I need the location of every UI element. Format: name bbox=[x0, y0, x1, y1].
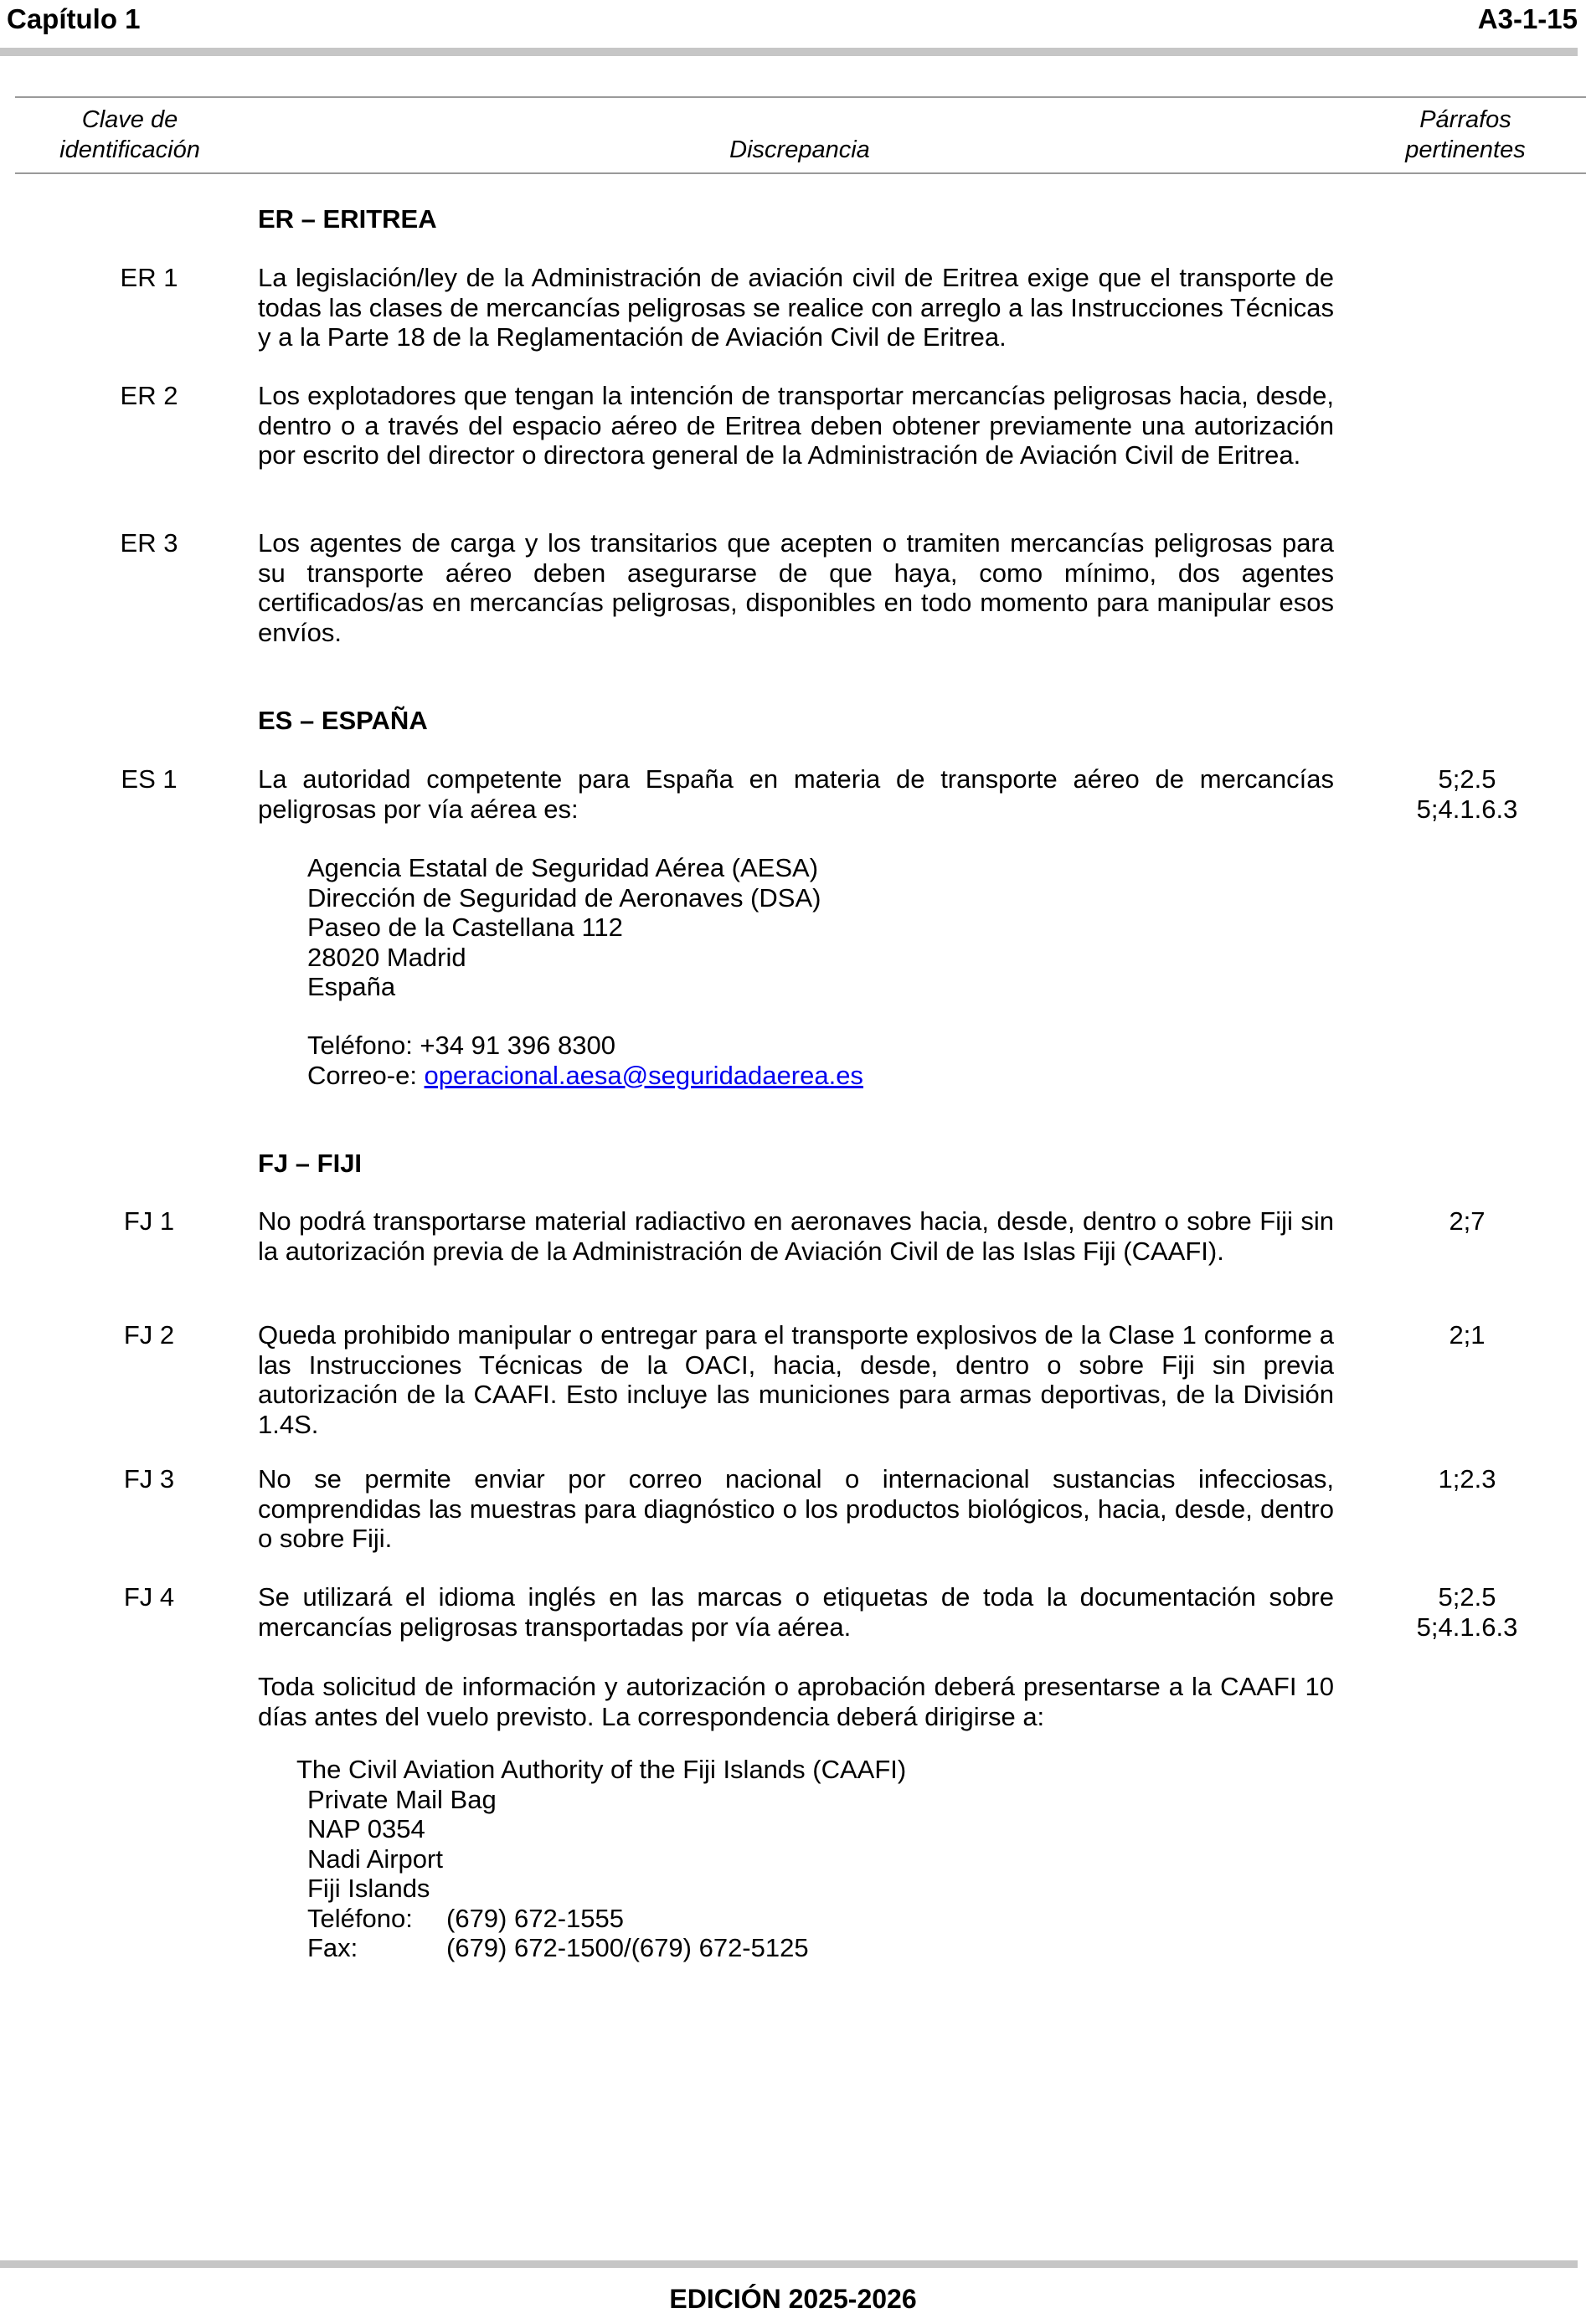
entry-key-er2: ER 2 bbox=[120, 381, 178, 410]
fiji-correspondence-text: Toda solicitud de información y autorización o aprobación deberá presentarse a la CAAFI 10 días antes del vuelo previsto. La correspondencia deberá dirigirse a: bbox=[258, 1672, 1334, 1731]
entry-paragraphs-fj4: 5;2.5 5;4.1.6.3 bbox=[1416, 1582, 1518, 1642]
entry-key-fj4: FJ 4 bbox=[123, 1582, 175, 1612]
entry-key-fj2: FJ 2 bbox=[123, 1320, 175, 1350]
column-header-discrepancy: Discrepancia bbox=[729, 136, 870, 163]
entry-key-fj3: FJ 3 bbox=[123, 1464, 175, 1494]
spain-authority-address: Agencia Estatal de Seguridad Aérea (AESA) Dirección de Seguridad de Aeronaves (DSA) Paseo de la Castellana 112 28020 Madrid España bbox=[307, 853, 821, 1001]
spain-authority-contact bbox=[307, 1031, 863, 1090]
column-header-paragraphs: Párrafos pertinentes bbox=[1405, 106, 1526, 163]
fiji-fax: Fax: (679) 672-1500/(679) 672-5125 bbox=[307, 1933, 809, 1962]
entry-text-er1: La legislación/ley de la Administración de aviación civil de Eritrea exige que el transporte de todas las clases de mercancías peligrosas se realice con arreglo a las Instrucciones Técnicas y a la Parte 18 de la Reglamentación de Aviación Civil de Eritrea. bbox=[258, 263, 1334, 352]
spain-email-line: Correo-e: operacional.aesa@seguridadaerea.es bbox=[307, 1060, 863, 1090]
spain-phone: Teléfono: +34 91 396 8300 bbox=[307, 1031, 616, 1060]
header-rule bbox=[0, 48, 1578, 56]
entry-paragraphs-fj3: 1;2.3 bbox=[1438, 1464, 1496, 1494]
entry-key-fj1: FJ 1 bbox=[123, 1206, 175, 1236]
entry-key-er3: ER 3 bbox=[120, 528, 178, 558]
entry-paragraphs-fj1: 2;7 bbox=[1449, 1206, 1486, 1236]
section-title-fiji: FJ – FIJI bbox=[258, 1149, 363, 1178]
entry-key-es1: ES 1 bbox=[121, 764, 178, 794]
spain-email-link[interactable]: operacional.aesa@seguridadaerea.es bbox=[424, 1060, 863, 1090]
entry-text-fj1: No podrá transportarse material radiactivo en aeronaves hacia, desde, dentro o sobre Fiji sin la autorización previa de la Administración de Aviación Civil de las Islas Fiji (CAAFI). bbox=[258, 1206, 1334, 1266]
edition-footer: EDICIÓN 2025-2026 bbox=[669, 2284, 917, 2314]
section-title-spain: ES – ESPAÑA bbox=[258, 706, 428, 735]
table-header-bottom-rule bbox=[15, 172, 1586, 174]
entry-text-er3: Los agentes de carga y los transitarios que acepten o tramiten mercancías peligrosas para su transporte aéreo deben asegurarse de que haya, como mínimo, dos agentes certificados/as en mercancías peligrosas, disponibles en todo momento para manipular esos envíos. bbox=[258, 528, 1334, 647]
entry-text-fj2: Queda prohibido manipular o entregar para el transporte explosivos de la Clase 1 conforme a las Instrucciones Técnicas de la OACI, hacia, desde, dentro o sobre Fiji sin previa autorización de la CAAFI. Esto incluye las municiones para armas deportivas, de la División 1.4S. bbox=[258, 1320, 1334, 1439]
entry-key-er1: ER 1 bbox=[120, 263, 178, 292]
table-header-top-rule bbox=[15, 96, 1586, 98]
page-number: A3-1-15 bbox=[1477, 3, 1578, 34]
entry-text-er2: Los explotadores que tengan la intención de transportar mercancías peligrosas hacia, desde, dentro o a través del espacio aéreo de Eritrea deben obtener previamente una autorización por escrito del director o directora general de la Administración de Aviación Civil de Eritrea. bbox=[258, 381, 1334, 470]
entry-paragraphs-fj2: 2;1 bbox=[1449, 1320, 1486, 1350]
entry-text-fj3: No se permite enviar por correo nacional o internacional sustancias infecciosas, comprendidas las muestras para diagnóstico o los productos biológicos, hacia, desde, dentro o sobre Fiji. bbox=[258, 1464, 1334, 1553]
entry-text-es1: La autoridad competente para España en materia de transporte aéreo de mercancías peligrosas por vía aérea es: bbox=[258, 764, 1334, 824]
footer-rule bbox=[0, 2260, 1578, 2268]
fiji-phone: Teléfono: (679) 672-1555 bbox=[307, 1903, 624, 1933]
entry-paragraphs-es1: 5;2.5 5;4.1.6.3 bbox=[1416, 764, 1518, 824]
chapter-title: Capítulo 1 bbox=[7, 3, 141, 34]
entry-text-fj4: Se utilizará el idioma inglés en las marcas o etiquetas de toda la documentación sobre mercancías peligrosas transportadas por vía aérea. bbox=[258, 1582, 1334, 1642]
fiji-authority-address: The Civil Aviation Authority of the Fiji Islands (CAAFI) Private Mail Bag NAP 0354 Nadi Airport Fiji Islands Teléfono: (679) 672-1555 Fax: (679) 672-1500/(679) 672-5125 bbox=[296, 1755, 907, 1962]
column-header-key: Clave de identificación bbox=[59, 106, 200, 163]
section-title-eritrea: ER – ERITREA bbox=[258, 204, 437, 234]
